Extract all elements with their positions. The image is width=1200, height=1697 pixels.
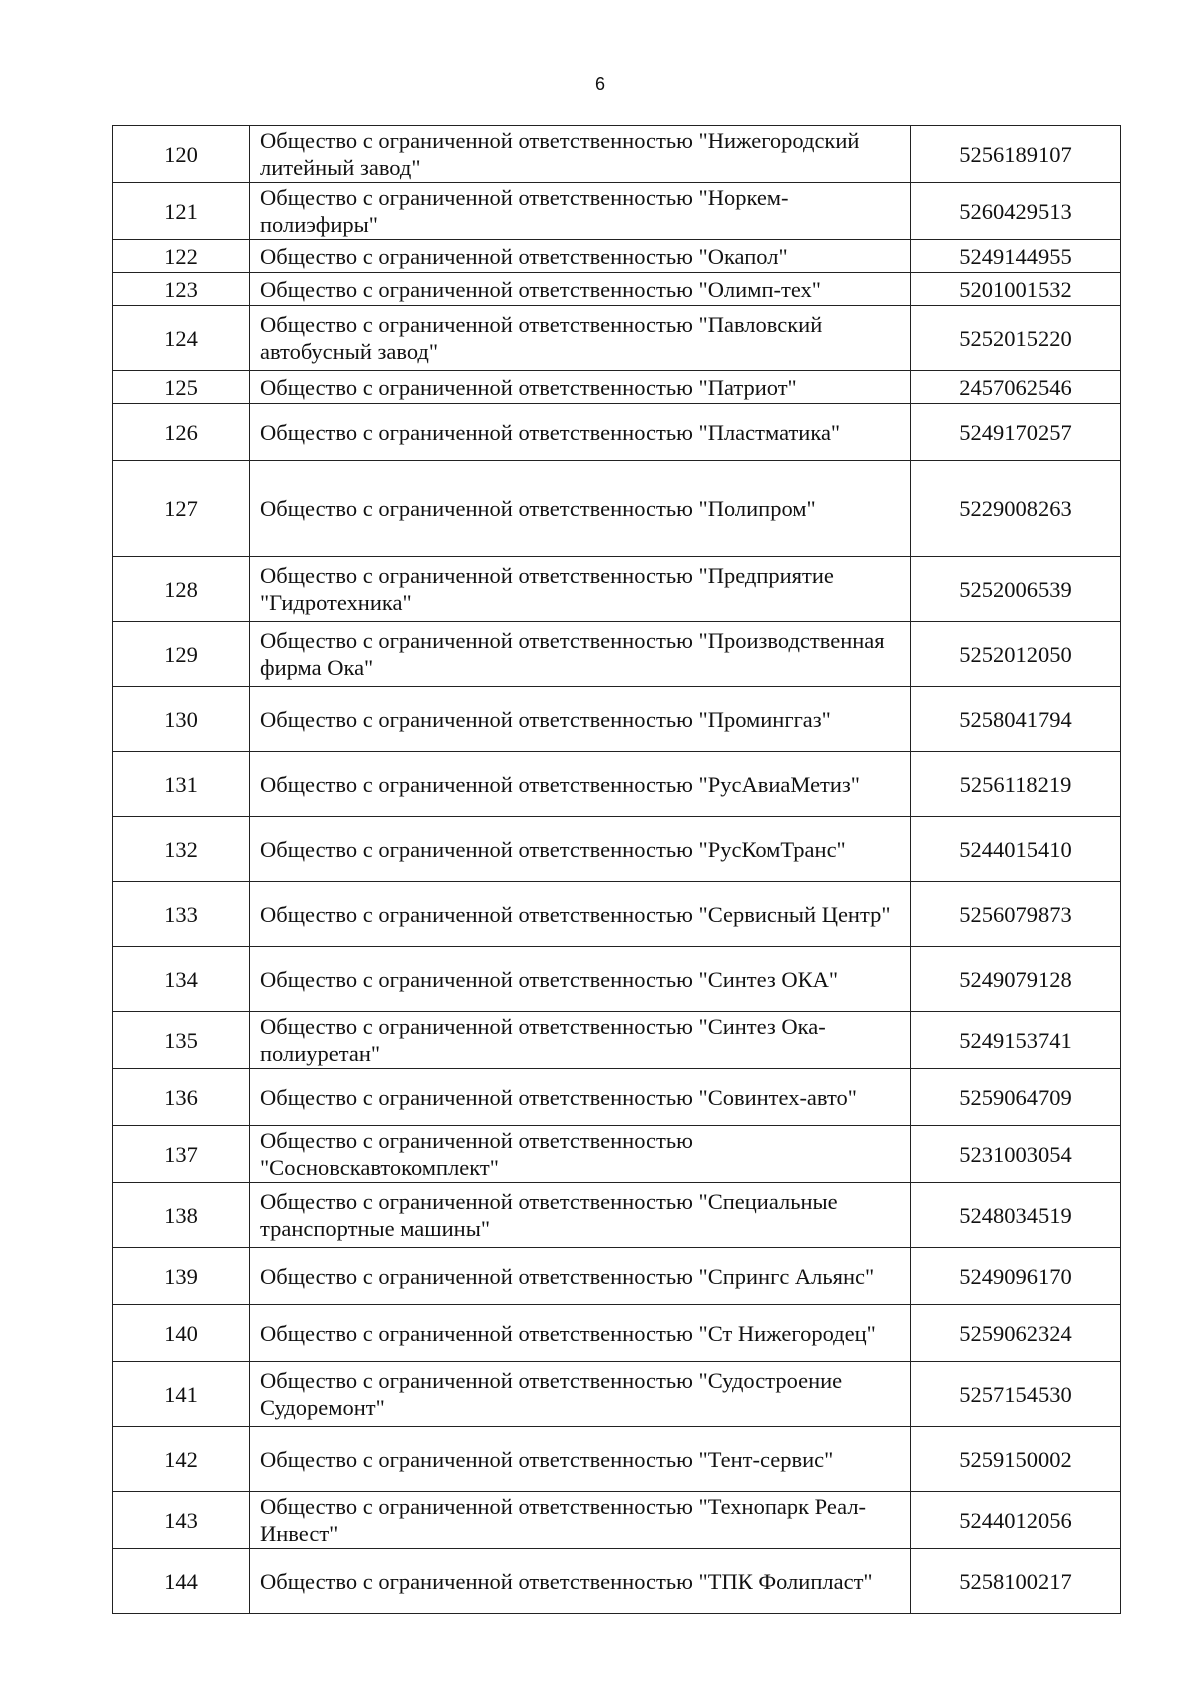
organization-name: Общество с ограниченной ответственностью "Синтез ОКА" bbox=[250, 947, 911, 1012]
inn-value: 5248034519 bbox=[911, 1183, 1121, 1248]
table-row bbox=[113, 1549, 1121, 1614]
inn-value: 5256079873 bbox=[911, 882, 1121, 947]
table-row bbox=[113, 557, 1121, 622]
organization-name: Общество с ограниченной ответственностью "Синтез Ока-полиуретан" bbox=[250, 1012, 911, 1069]
inn-value: 5249153741 bbox=[911, 1012, 1121, 1069]
table-row bbox=[113, 817, 1121, 882]
table-row bbox=[113, 126, 1121, 183]
row-number: 142 bbox=[113, 1427, 250, 1492]
row-number: 144 bbox=[113, 1549, 250, 1614]
inn-value: 5231003054 bbox=[911, 1126, 1121, 1183]
row-number: 127 bbox=[113, 461, 250, 557]
inn-value: 5252015220 bbox=[911, 306, 1121, 371]
organization-name: Общество с ограниченной ответственностью "Технопарк Реал-Инвест" bbox=[250, 1492, 911, 1549]
organization-name: Общество с ограниченной ответственностью "Судостроение Судоремонт" bbox=[250, 1362, 911, 1427]
row-number: 138 bbox=[113, 1183, 250, 1248]
page-number: 6 bbox=[594, 74, 605, 94]
organization-name: Общество с ограниченной ответственностью "Проминггаз" bbox=[250, 687, 911, 752]
table-row bbox=[113, 306, 1121, 371]
table-row bbox=[113, 240, 1121, 273]
organization-name: Общество с ограниченной ответственностью "Нижегородский литейный завод" bbox=[250, 126, 911, 183]
organization-name: Общество с ограниченной ответственностью "Олимп-тех" bbox=[250, 273, 911, 306]
organization-name: Общество с ограниченной ответственностью "Окапол" bbox=[250, 240, 911, 273]
inn-value: 5259062324 bbox=[911, 1305, 1121, 1362]
row-number: 131 bbox=[113, 752, 250, 817]
organization-name: Общество с ограниченной ответственностью "Ст Нижегородец" bbox=[250, 1305, 911, 1362]
inn-value: 5229008263 bbox=[911, 461, 1121, 557]
table-row bbox=[113, 622, 1121, 687]
row-number: 140 bbox=[113, 1305, 250, 1362]
row-number: 136 bbox=[113, 1069, 250, 1126]
row-number: 135 bbox=[113, 1012, 250, 1069]
row-number: 128 bbox=[113, 557, 250, 622]
row-number: 132 bbox=[113, 817, 250, 882]
table-row bbox=[113, 461, 1121, 557]
organization-name: Общество с ограниченной ответственностью "Тент-сервис" bbox=[250, 1427, 911, 1492]
organization-name: Общество с ограниченной ответственностью "РусКомТранс" bbox=[250, 817, 911, 882]
organization-name: Общество с ограниченной ответственностью "Специальные транспортные машины" bbox=[250, 1183, 911, 1248]
organization-name: Общество с ограниченной ответственностью "Полипром" bbox=[250, 461, 911, 557]
row-number: 137 bbox=[113, 1126, 250, 1183]
inn-value: 5259150002 bbox=[911, 1427, 1121, 1492]
row-number: 124 bbox=[113, 306, 250, 371]
organization-name: Общество с ограниченной ответственностью "Производственная фирма Ока" bbox=[250, 622, 911, 687]
inn-value: 5258041794 bbox=[911, 687, 1121, 752]
table-row bbox=[113, 1183, 1121, 1248]
table-row bbox=[113, 947, 1121, 1012]
inn-value: 5257154530 bbox=[911, 1362, 1121, 1427]
row-number: 125 bbox=[113, 371, 250, 404]
table-row bbox=[113, 1427, 1121, 1492]
inn-value: 5256189107 bbox=[911, 126, 1121, 183]
inn-value: 5249096170 bbox=[911, 1248, 1121, 1305]
table-row bbox=[113, 687, 1121, 752]
row-number: 133 bbox=[113, 882, 250, 947]
table-row bbox=[113, 1362, 1121, 1427]
inn-value: 5201001532 bbox=[911, 273, 1121, 306]
row-number: 122 bbox=[113, 240, 250, 273]
inn-value: 5244012056 bbox=[911, 1492, 1121, 1549]
table-row bbox=[113, 273, 1121, 306]
inn-value: 5252006539 bbox=[911, 557, 1121, 622]
row-number: 120 bbox=[113, 126, 250, 183]
inn-value: 2457062546 bbox=[911, 371, 1121, 404]
row-number: 141 bbox=[113, 1362, 250, 1427]
inn-value: 5258100217 bbox=[911, 1549, 1121, 1614]
table-row bbox=[113, 1492, 1121, 1549]
inn-value: 5252012050 bbox=[911, 622, 1121, 687]
row-number: 134 bbox=[113, 947, 250, 1012]
row-number: 139 bbox=[113, 1248, 250, 1305]
inn-value: 5260429513 bbox=[911, 183, 1121, 240]
inn-value: 5259064709 bbox=[911, 1069, 1121, 1126]
inn-value: 5256118219 bbox=[911, 752, 1121, 817]
table-row bbox=[113, 1012, 1121, 1069]
table-row bbox=[113, 404, 1121, 461]
organization-name: Общество с ограниченной ответственностью "Павловский автобусный завод" bbox=[250, 306, 911, 371]
organization-name: Общество с ограниченной ответственностью "РусАвиаМетиз" bbox=[250, 752, 911, 817]
organization-name: Общество с ограниченной ответственностью "Патриот" bbox=[250, 371, 911, 404]
row-number: 121 bbox=[113, 183, 250, 240]
row-number: 130 bbox=[113, 687, 250, 752]
row-number: 143 bbox=[113, 1492, 250, 1549]
organization-name: Общество с ограниченной ответственностью "Предприятие "Гидротехника" bbox=[250, 557, 911, 622]
organization-name: Общество с ограниченной ответственностью "Пластматика" bbox=[250, 404, 911, 461]
table-row bbox=[113, 371, 1121, 404]
table-row bbox=[113, 183, 1121, 240]
inn-value: 5249170257 bbox=[911, 404, 1121, 461]
organizations-table bbox=[112, 125, 1121, 1614]
organization-name: Общество с ограниченной ответственностью "Сосновскавтокомплект" bbox=[250, 1126, 911, 1183]
table-row bbox=[113, 1305, 1121, 1362]
inn-value: 5249079128 bbox=[911, 947, 1121, 1012]
table-row bbox=[113, 882, 1121, 947]
row-number: 123 bbox=[113, 273, 250, 306]
row-number: 126 bbox=[113, 404, 250, 461]
table-row bbox=[113, 752, 1121, 817]
table-row bbox=[113, 1069, 1121, 1126]
organization-name: Общество с ограниченной ответственностью "Спрингс Альянс" bbox=[250, 1248, 911, 1305]
table-row bbox=[113, 1126, 1121, 1183]
row-number: 129 bbox=[113, 622, 250, 687]
table-row bbox=[113, 1248, 1121, 1305]
organization-name: Общество с ограниченной ответственностью "Совинтех-авто" bbox=[250, 1069, 911, 1126]
organization-name: Общество с ограниченной ответственностью "ТПК Фолипласт" bbox=[250, 1549, 911, 1614]
organization-name: Общество с ограниченной ответственностью "Норкем-полиэфиры" bbox=[250, 183, 911, 240]
inn-value: 5244015410 bbox=[911, 817, 1121, 882]
inn-value: 5249144955 bbox=[911, 240, 1121, 273]
organization-name: Общество с ограниченной ответственностью "Сервисный Центр" bbox=[250, 882, 911, 947]
